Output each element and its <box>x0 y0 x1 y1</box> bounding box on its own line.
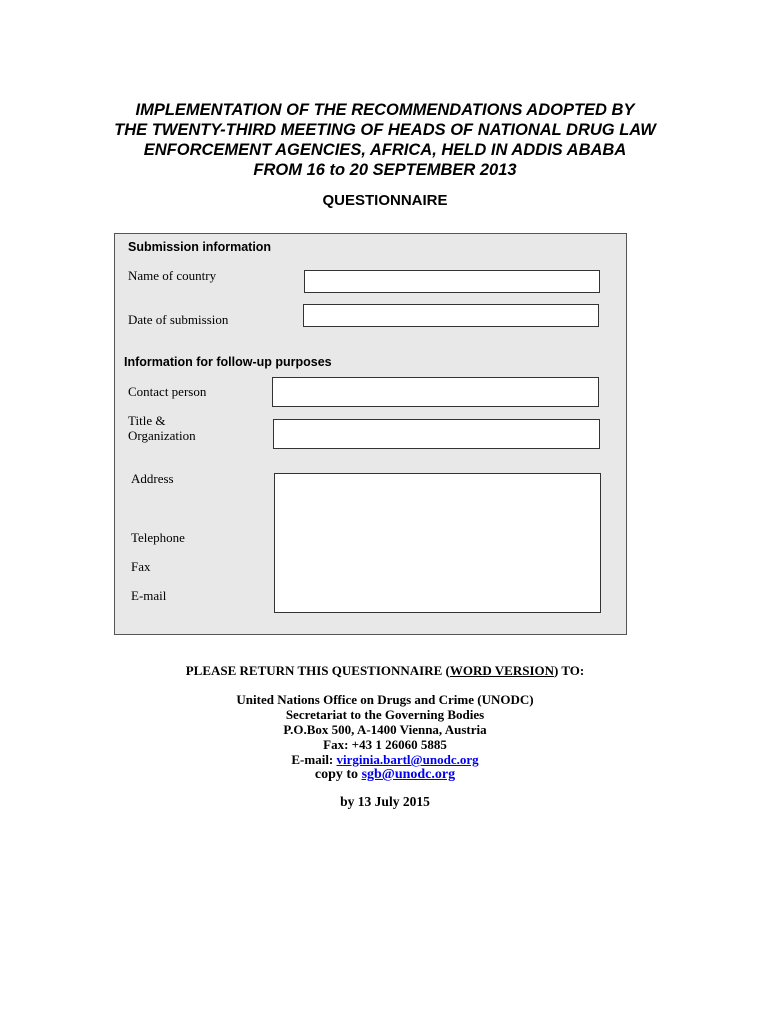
document-title <box>60 100 710 180</box>
submission-info-heading: Submission information <box>128 240 272 254</box>
title-org-label-line2: Organization <box>128 428 196 443</box>
address-copy-line <box>0 767 770 782</box>
contact-person-field[interactable] <box>272 377 599 407</box>
title-org-label-line1: Title & <box>128 413 166 428</box>
title-line-2: THE TWENTY-THIRD MEETING OF HEADS OF NATIONAL DRUG LAW <box>114 121 656 139</box>
date-of-submission-field[interactable] <box>303 304 599 327</box>
deadline-text: by 13 July 2015 <box>340 794 430 809</box>
name-of-country-label: Name of country <box>128 268 217 283</box>
return-suffix: ) TO: <box>554 663 585 678</box>
title-organization-field[interactable] <box>273 419 600 449</box>
address-line-4: Fax: +43 1 26060 5885 <box>323 737 447 752</box>
address-email-line <box>0 752 770 767</box>
address-contact-field[interactable] <box>274 473 601 613</box>
title-line-1: IMPLEMENTATION OF THE RECOMMENDATIONS ADOPTED BY <box>135 101 635 119</box>
word-version-text: WORD VERSION <box>449 663 555 678</box>
telephone-label: Telephone <box>131 530 185 545</box>
email-prefix: E-mail: <box>291 752 337 767</box>
copy-email-link[interactable]: sgb@unodc.org <box>361 767 456 782</box>
email-label: E-mail <box>131 588 167 603</box>
contact-person-label: Contact person <box>128 384 207 399</box>
address-label: Address <box>131 471 174 486</box>
unodc-address-block <box>0 692 770 782</box>
name-of-country-field[interactable] <box>304 270 600 293</box>
title-line-4: FROM 16 to 20 SEPTEMBER 2013 <box>253 161 517 179</box>
questionnaire-heading: QUESTIONNAIRE <box>322 192 448 209</box>
return-instruction <box>0 663 770 679</box>
submission-form-box <box>114 233 627 635</box>
title-line-3: ENFORCEMENT AGENCIES, AFRICA, HELD IN ADDIS ABABA <box>143 141 627 159</box>
email-link[interactable]: virginia.bartl@unodc.org <box>336 752 479 767</box>
address-line-2: Secretariat to the Governing Bodies <box>285 707 485 722</box>
address-line-3: P.O.Box 500, A-1400 Vienna, Austria <box>283 722 487 737</box>
return-prefix: PLEASE RETURN THIS QUESTIONNAIRE ( <box>185 663 450 678</box>
copy-prefix: copy to <box>314 767 362 782</box>
address-line-1: United Nations Office on Drugs and Crime (UNODC) <box>236 692 534 707</box>
fax-label: Fax <box>131 559 151 574</box>
date-of-submission-label: Date of submission <box>128 312 229 327</box>
followup-info-heading: Information for follow-up purposes <box>124 355 332 369</box>
